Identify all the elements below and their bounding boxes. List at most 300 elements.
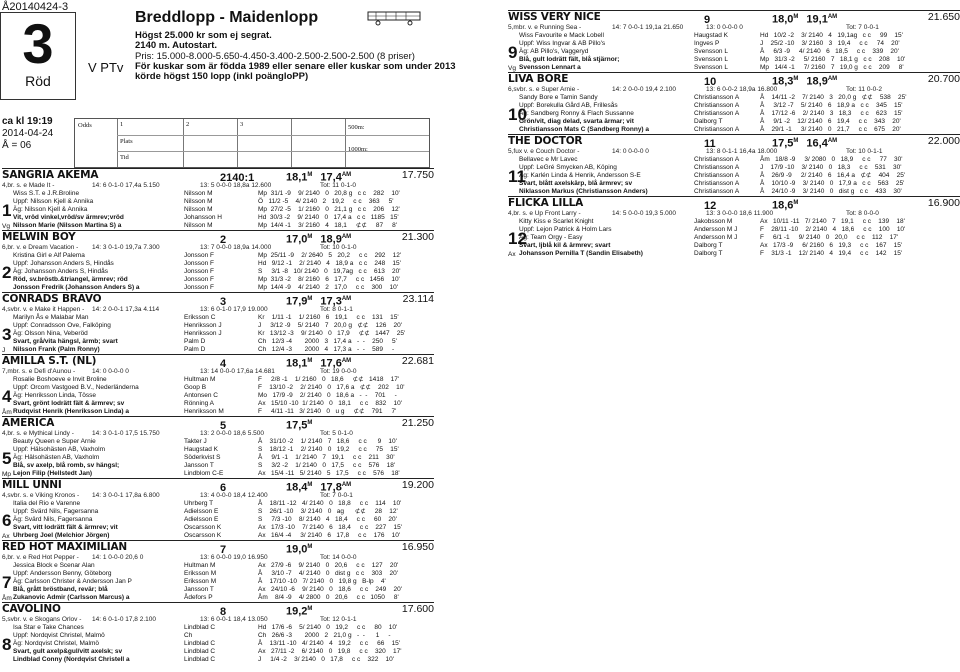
line-driver: Nilsson M [184, 198, 213, 205]
stats-2013: 13: 4 0-0-0 18,4 12.400 [200, 492, 268, 499]
program-number: 10 [508, 105, 527, 124]
horse-name: WISS VERY NICE [508, 11, 601, 23]
line-result: Å 3/10 -7 4/ 2140 0 dist g c c 303 20' [258, 570, 398, 577]
record-volt: 17,0 [286, 233, 308, 246]
horse-desc: 4,br. s. e Made It - [2, 182, 55, 189]
entry-line [2, 284, 434, 292]
entry-line [2, 214, 434, 222]
record-volt-sup: M [307, 420, 313, 426]
horse-name: MILL UNNI [2, 479, 62, 491]
line-driver: Jonsson F [184, 276, 214, 283]
horse-entry [2, 354, 434, 416]
line-driver: Henriksson M [184, 408, 224, 415]
line-driver: Takter J [184, 438, 207, 445]
line-result: Ax 27/11 -2 6/ 2140 0 19,8 c c 320 17' [258, 648, 402, 655]
horse-name: SANGRIA AKEMA [2, 169, 99, 181]
horse-desc: 5,svbr. v. e Skogans Orlov - [2, 616, 82, 623]
entry-header [508, 135, 960, 148]
line-result: J 17/9 -10 3/ 2140 0 18,3 c c 531 30' [760, 164, 902, 171]
entry-line [2, 376, 434, 384]
record-volt-sup: M [307, 172, 313, 178]
record-auto: 17,3 [320, 295, 342, 308]
line-driver: Antonsen C [184, 392, 218, 399]
line-driver: Henriksson J [184, 322, 222, 329]
line-driver: Jakobsson M [694, 218, 733, 225]
betting-grid [74, 118, 430, 168]
entry-line [2, 562, 434, 570]
line-info: Blå, sv axelp, blå romb, sv hängsl; [13, 462, 120, 469]
entry-body [2, 500, 434, 540]
line-result: Å 17/12 -6 2/ 2140 3 18,3 c c 623 15' [760, 110, 903, 117]
line-info: Lejon Filip (Hellstedt Jan) [13, 470, 93, 477]
horse-desc: 4,svbr. v. e Make it Happen - [2, 306, 85, 313]
line-info: Äg: Team Orgy - Easy [519, 234, 583, 241]
record-auto: 18,9 [320, 233, 342, 246]
entry-header [2, 541, 434, 554]
line-info: Johansson Pernilla T (Sandin Elisabeth) [519, 250, 643, 257]
line-info: Äg: Johansson Anders S, Hindås [13, 268, 109, 275]
total-earnings: 16.900 [927, 197, 960, 209]
entry-line [508, 110, 960, 118]
race-conditions [135, 31, 456, 82]
line-result: Hd 30/3 -2 9/ 2140 0 17,4 a c c 1185 15' [258, 214, 399, 221]
start-time-box [2, 116, 53, 152]
entry-line [508, 32, 960, 40]
line-result: Ax 17/3 -10 7/ 2140 6 18,4 c c 227 15' [258, 524, 402, 531]
line-result: Mp 27/2 -5 1/ 2160 0 21,1 g c c 206 12' [258, 206, 400, 213]
record-volt-sup: M [307, 296, 313, 302]
line-result: Ch 12/4 -3 2000 4 17,3 a - - 589 - [258, 346, 395, 353]
line-info: Wiss S.T. e J.R.Broline [13, 190, 80, 197]
record-volt: 19,2 [286, 605, 308, 618]
bet-type: V PTv [88, 60, 124, 75]
program-number: 8 [2, 635, 12, 654]
stats-2013: 13: 8 0-1-1 16,4a 18.000 [706, 148, 778, 155]
horse-name: LIVA BORE [508, 73, 569, 85]
entry-line [508, 48, 960, 56]
line-result: J 3/12 -9 5/ 2140 7 20,0 g ⊄⊄ 126 20' [258, 322, 403, 329]
stats-2013: 13: 3 0-0-0 18,6 11.900 [706, 210, 774, 217]
line-result: Mp 31/3 -2 8/ 2160 6 17,7 c c 1456 10' [258, 276, 400, 283]
record-volt: 18,1 [286, 357, 308, 370]
total-earnings: 21.250 [401, 417, 434, 429]
line-info: Röd, sv.bröstb.&triangel, ärmrev; röd [13, 276, 128, 283]
entry-body [508, 32, 960, 72]
record-volt: 18,4 [286, 481, 308, 494]
entry-line [508, 94, 960, 102]
line-driver: Andersson M J [694, 234, 738, 241]
horse-name: THE DOCTOR [508, 135, 583, 147]
line-info: Svart, blått axelskärp, blå ärmrev; sv [519, 180, 633, 187]
grid-odds-label: Odds [78, 122, 92, 129]
stats-2013: 13: 5 0-0-0 18,8a 12.600 [200, 182, 272, 189]
record-auto-sup: AM [341, 358, 352, 364]
line-driver: Dalborg T [694, 250, 723, 257]
entry-line [2, 314, 434, 322]
entry-line [2, 570, 434, 578]
line-result: Å 29/1 -1 3/ 2140 0 21,7 c c 675 20' [760, 126, 901, 133]
entry-stats [508, 86, 960, 94]
line-info: Uppf: Nilsson Kjell & Annika [13, 198, 94, 205]
line-info: Uppf: Nordqvist Christel, Malmö [13, 632, 105, 639]
line-driver: Ch [184, 632, 193, 639]
start-position: 5 [220, 419, 227, 432]
horse-desc: 5,fux v. e Couch Doctor - [508, 148, 580, 155]
line-result: Ax 10/11 -11 7/ 2140 7 19,1 c c 139 18' [760, 218, 905, 225]
entry-body [2, 314, 434, 354]
stats-2013: 13: 2 0-0-0 18,6 5.500 [200, 430, 264, 437]
line-driver: Jonsson F [184, 268, 214, 275]
total-earnings: 22.000 [927, 135, 960, 147]
line-info: Nilsson Frank (Palm Ronny) [13, 346, 100, 353]
entry-line [508, 56, 960, 64]
entry-stats [508, 210, 960, 218]
record-auto-sup: AM [341, 234, 352, 240]
line-result: Å 17/10 -10 7/ 2140 0 19,8 g B-lp 4' [258, 578, 386, 585]
line-driver: Jonsson F [184, 252, 214, 259]
horse-desc: 5,mbr. v. e Running Sea - [508, 24, 582, 31]
line-driver: Haugstad K [694, 32, 728, 39]
line-driver: Lindblad C [184, 648, 216, 655]
line-result: F 2/8 -1 1/ 2160 0 18,6 ⊄⊄ 1418 17' [258, 376, 400, 383]
line-driver: Palm D [184, 338, 206, 345]
race-condition-line: Högst 25.000 kr som ej segrat. [135, 30, 272, 41]
horse-entry [2, 478, 434, 540]
line-result: Ö 11/2 -5 4/ 2140 2 19,2 c c 363 5' [258, 198, 394, 205]
entry-line [508, 64, 960, 72]
track-footer: Åm [2, 595, 12, 602]
entry-header [2, 355, 434, 368]
total-earnings: 21.300 [401, 231, 434, 243]
entry-header [2, 293, 434, 306]
total-earnings: 17.750 [401, 169, 434, 181]
stats-2014: 14: 2 0-0-0 19,4 2.100 [612, 86, 676, 93]
line-info: Uppf: Johansson Anders S, Hindås [13, 260, 114, 267]
record-auto-sup: AM [341, 296, 352, 302]
record-auto: 18,9 [806, 75, 828, 88]
entry-line [508, 242, 960, 250]
record-auto-sup: AM [341, 482, 352, 488]
program-number: 5 [2, 449, 12, 468]
record-volt-sup: M [793, 14, 799, 20]
horse-name: MELWIN BOY [2, 231, 76, 243]
horse-desc: 4,br. s. e Up Front Larry - [508, 210, 581, 217]
line-driver: Jonsson F [184, 284, 214, 291]
program-number: 9 [508, 43, 518, 62]
start-position: 9 [704, 13, 711, 26]
line-driver: Christiansson A [694, 164, 740, 171]
stats-total: Tot: 8 0-1-1 [320, 306, 353, 313]
entry-header [2, 417, 434, 430]
record-auto-sup: AM [827, 76, 838, 82]
line-result: Ax 24/10 -6 9/ 2140 0 18,6 c c 249 20' [258, 586, 402, 593]
line-info: Zukanovic Admir (Carlsson Marcus) a [13, 594, 130, 601]
horse-desc: 4,svbr. s. e Viking Kronos - [2, 492, 80, 499]
grid-tid-label: Tid [120, 154, 129, 161]
entry-line [2, 438, 434, 446]
horse-entry [2, 230, 434, 292]
line-result: Ch 12/3 -4 2000 3 17,4 a - - 250 5' [258, 338, 397, 345]
horse-entry [508, 72, 960, 134]
stats-total: Tot: 11 0-0-2 [846, 86, 883, 93]
entry-line [2, 656, 434, 664]
horse-entry [2, 602, 434, 664]
line-driver: Henriksson J [184, 330, 222, 337]
stats-total: Tot: 11 0-1-0 [320, 182, 357, 189]
total-earnings: 20.700 [927, 73, 960, 85]
horse-entry [508, 196, 960, 258]
horse-name: AMILLA S.T. (NL) [2, 355, 97, 367]
line-result: Hd 10/2 -2 3/ 2140 4 19,1ag c c 99 15' [760, 32, 903, 39]
line-result: S 3/1 -8 10/ 2140 0 19,7ag c c 613 20' [258, 268, 401, 275]
entries-column-right [508, 10, 960, 258]
track-footer: Vg [508, 65, 516, 72]
line-info: Uppf: Wiss Ingvar & AB Pillo's [519, 40, 606, 47]
line-result: Å 18/11 -12 4/ 2140 0 18,8 c c 114 10' [258, 500, 402, 507]
line-result: Mp 14/4 -1 3/ 2160 4 18,1 ⊄⊄ 87 8' [258, 222, 397, 229]
line-result: S 26/1 -10 3/ 2140 0 ag ⊄⊄ 28 12' [258, 508, 398, 515]
line-result: Mp 25/11 -9 2/ 2640 5 20,2 c c 292 12' [258, 252, 402, 259]
grid-col-1: 1 [120, 121, 124, 128]
race-condition-line: För kuskar som är födda 1989 eller senare eller kuskar som under 2013 [135, 60, 456, 72]
line-result: Å 9/1 -1 1/ 2140 7 19,1 c c 211 30' [258, 454, 395, 461]
record-auto: 16,4 [806, 137, 828, 150]
entry-line [2, 516, 434, 524]
entry-line [508, 218, 960, 226]
line-driver: Lindblad C [184, 656, 216, 663]
entry-line [2, 190, 434, 198]
line-info: Uppf: Svärd Nils, Fagersanna [13, 508, 99, 515]
program-number: 4 [2, 387, 12, 406]
line-driver: Haugstad K [184, 446, 218, 453]
horse-entry [2, 292, 434, 354]
line-result: Mp 14/4 -1 7/ 2160 7 19,0 g c c 209 8' [760, 64, 904, 71]
track-footer: J [2, 347, 6, 354]
line-info: Äg: Olsson Nina, Veberöd [13, 330, 88, 337]
record-volt-sup: M [307, 606, 313, 612]
line-driver: Lindblom C-E [184, 470, 224, 477]
line-info: Uhrberg Joel (Melchior Jörgen) [13, 532, 110, 539]
line-driver: Eriksson C [184, 314, 216, 321]
stats-2014: 14: 6 0-1-0 17,4a 5.150 [92, 182, 160, 189]
record-auto: 19,1 [806, 13, 828, 26]
line-result: Åm 18/8 -9 3/ 2080 0 18,9 c c 77 30' [760, 156, 903, 163]
line-driver: Ingves P [694, 40, 720, 47]
line-result: S 7/3 -10 8/ 2140 4 18,4 c c 60 20' [258, 516, 397, 523]
start-position: 6 [220, 481, 227, 494]
line-result: F 28/11 -10 2/ 2140 4 18,6 c c 100 10' [760, 226, 906, 233]
entry-stats [2, 244, 434, 252]
line-driver: Ådefors P [184, 594, 213, 601]
record-volt: 17,5 [286, 419, 308, 432]
entry-line [2, 470, 434, 478]
line-driver: Nilsson M [184, 222, 213, 229]
record-auto-sup: AM [827, 14, 838, 20]
stats-2013: 13: 6 0-0-2 18,9a 16.800 [706, 86, 778, 93]
start-position: 7 [220, 543, 227, 556]
entry-line [2, 632, 434, 640]
line-info: Uppf: Borekulla Gård AB, Frillesås [519, 102, 618, 109]
entry-header [508, 11, 960, 24]
line-result: F 31/3 -1 12/ 2140 4 19,4 c c 142 15' [760, 250, 903, 257]
entry-line [2, 408, 434, 416]
line-info: Äg: Svärd Nils, Fagersanna [13, 516, 93, 523]
grid-500m-label: 500m: [348, 124, 365, 131]
line-info: Svart, ljblå kil & ärmrev; svart [519, 242, 611, 249]
entry-line [508, 126, 960, 134]
grid-plats-label: Plats [120, 138, 133, 145]
entry-line [2, 206, 434, 214]
entry-line [2, 648, 434, 656]
entry-line [2, 322, 434, 330]
line-info: Wiss Favourite e Mack Lobell [519, 32, 604, 39]
race-condition-line: körde högst 150 lopp (inkl poängloPP) [135, 71, 309, 83]
line-driver: Svensson L [694, 48, 728, 55]
horse-desc: 6,br. v. e Dream Vacation - [2, 244, 79, 251]
record-volt: 18,3 [772, 75, 794, 88]
entry-header [2, 479, 434, 492]
line-info: Beauty Queen e Super Arnie [13, 438, 96, 445]
entry-line [2, 624, 434, 632]
stats-2013: 13: 7 0-0-0 18,9a 14.000 [200, 244, 272, 251]
line-info: Uppf: Orcom Vastgoed B.V., Nederländerna [13, 384, 139, 391]
entry-line [2, 640, 434, 648]
entry-line [2, 346, 434, 354]
line-result: Kr 13/12 -3 9/ 2140 0 17,9 ⊄⊄ 1447 25' [258, 330, 406, 337]
line-driver: Adielsson E [184, 508, 219, 515]
horse-desc: 4,br. s. e Mythical Lindy - [2, 430, 74, 437]
entry-line [2, 338, 434, 346]
line-result: F 13/10 -2 2/ 2140 0 17,6 a ⊄⊄ 202 10' [258, 384, 405, 391]
line-info: Äg: Henriksson Linda, Tösse [13, 392, 96, 399]
line-result: J 25/2 -10 3/ 2160 3 19,4 c c 74 20' [760, 40, 900, 47]
line-driver: Jonsson F [184, 260, 214, 267]
stats-total: Tot: 19 0-0-0 [320, 368, 357, 375]
line-result: Ax 27/9 -6 9/ 2140 0 20,6 c c 127 20' [258, 562, 399, 569]
entry-line [2, 392, 434, 400]
line-info: Äg: Sandberg Ronny & Flach Sussanne [519, 110, 634, 117]
line-result: Å 24/10 -9 3/ 2140 0 dist g c c 433 30' [760, 188, 902, 195]
entry-line [508, 172, 960, 180]
program-number: 3 [2, 325, 12, 344]
start-position: 2 [220, 233, 227, 246]
stats-2014: 14: 0 0-0-0 0 [92, 368, 129, 375]
record-auto: 17,6 [320, 357, 342, 370]
line-driver: Jansson T [184, 462, 214, 469]
total-earnings: 16.950 [401, 541, 434, 553]
entry-line [2, 198, 434, 206]
grid-col-3: 3 [240, 121, 244, 128]
horse-entry [508, 10, 960, 72]
line-driver: Rönning A [184, 400, 214, 407]
stats-2014: 14: 0 0-0-0 0 [612, 148, 649, 155]
entry-line [508, 102, 960, 110]
line-result: Ch 26/6 -3 2000 2 21,0 g - - 1 - [258, 632, 391, 639]
horse-desc: 6,br. v. e Red Hot Pepper - [2, 554, 79, 561]
track-footer: Mp [2, 471, 12, 478]
entry-stats [2, 306, 434, 314]
entry-stats [508, 24, 960, 32]
line-driver: Christiansson A [694, 172, 740, 179]
record-auto-sup: AM [827, 138, 838, 144]
start-position: 4 [220, 357, 227, 370]
grid-col-2: 2 [186, 121, 190, 128]
line-info: Äg: Nordqvist Christel, Malmö [13, 640, 99, 647]
horse-desc: 7,mbr. s. e Defi d'Aunou - [2, 368, 76, 375]
stats-total: Tot: 10 0-1-0 [320, 244, 357, 251]
entry-line [508, 188, 960, 196]
line-info: Uppf: LeGré Smycken AB, Köping [519, 164, 617, 171]
line-driver: Hultman M [184, 376, 216, 383]
start-position: 8 [220, 605, 227, 618]
line-driver: Nilsson M [184, 206, 213, 213]
entry-line [2, 454, 434, 462]
stats-2014: 14: 6 0-1-0 17,8 2.100 [92, 616, 156, 623]
entry-header [508, 197, 960, 210]
entry-line [2, 446, 434, 454]
line-info: Svart, grönt lodrätt fält & ärmrev; sv [13, 400, 125, 407]
line-driver: Johansson H [184, 214, 222, 221]
stats-2014: 14: 7 0-0-1 19,1a 21.650 [612, 24, 684, 31]
line-result: Mp 31/1 -9 9/ 2140 0 20,8 g c c 282 10' [258, 190, 400, 197]
start-position: 3 [220, 295, 227, 308]
line-info: Svart, vitt lodrätt fält & ärmrev; vit [13, 524, 118, 531]
line-info: Grön/vit, diag delad, svarta ärmar; vit [519, 118, 634, 125]
line-info: Uppf: Hälsohästen AB, Vaxholm [13, 446, 106, 453]
entry-stats [508, 148, 960, 156]
entry-line [2, 384, 434, 392]
race-code: Å20140424-3 [2, 1, 69, 13]
record-volt-sup: M [793, 200, 799, 206]
program-number: 11 [508, 167, 526, 186]
line-result: Hd 9/12 -1 2/ 2140 4 18,9 a c c 248 15' [258, 260, 401, 267]
total-earnings: 19.200 [401, 479, 434, 491]
line-result: Ax 17/3 -9 6/ 2160 6 19,3 c c 167 15' [760, 242, 903, 249]
line-result: S 3/2 -2 1/ 2140 0 17,5 c c 576 18' [258, 462, 396, 469]
entry-line [2, 260, 434, 268]
line-driver: Jansson T [184, 586, 214, 593]
total-earnings: 21.650 [927, 11, 960, 23]
line-info: Äg: Nilsson Kjell & Annika [13, 206, 88, 213]
entry-line [2, 532, 434, 540]
entry-body [2, 438, 434, 478]
line-driver: Christiansson A [694, 180, 740, 187]
stats-2014: 14: 5 0-0-0 19,3 5.000 [612, 210, 676, 217]
stats-2014: 14: 3 0-0-1 17,8a 6.800 [92, 492, 160, 499]
line-info: Bellavec e Mr Lavec [519, 156, 578, 163]
line-driver: Eriksson M [184, 578, 217, 585]
stats-2013: 13: 14 0-0-0 17,6a 14.681 [200, 368, 275, 375]
entry-stats [2, 368, 434, 376]
entry-stats [2, 616, 434, 624]
program-number: 2 [2, 263, 12, 282]
line-info: Uppf: Conradsson Ove, Falköping [13, 322, 111, 329]
line-driver: Adielsson E [184, 516, 219, 523]
line-info: Blå, gult lodrätt fält, blå stjärnor; [519, 56, 620, 63]
line-result: Åm 8/4 -9 4/ 2800 0 20,6 c c 1050 8' [258, 594, 399, 601]
entry-stats [2, 492, 434, 500]
start-position: 10 [704, 75, 717, 88]
entry-line [2, 222, 434, 230]
line-result: Å 3/12 -7 5/ 2140 6 18,9 a c c 345 15' [760, 102, 903, 109]
entry-line [508, 156, 960, 164]
entry-stats [2, 554, 434, 562]
line-driver: Eriksson M [184, 570, 217, 577]
race-number-box [0, 12, 76, 100]
line-driver: Christiansson A [694, 156, 740, 163]
entry-stats [2, 182, 434, 190]
entry-header [2, 603, 434, 616]
